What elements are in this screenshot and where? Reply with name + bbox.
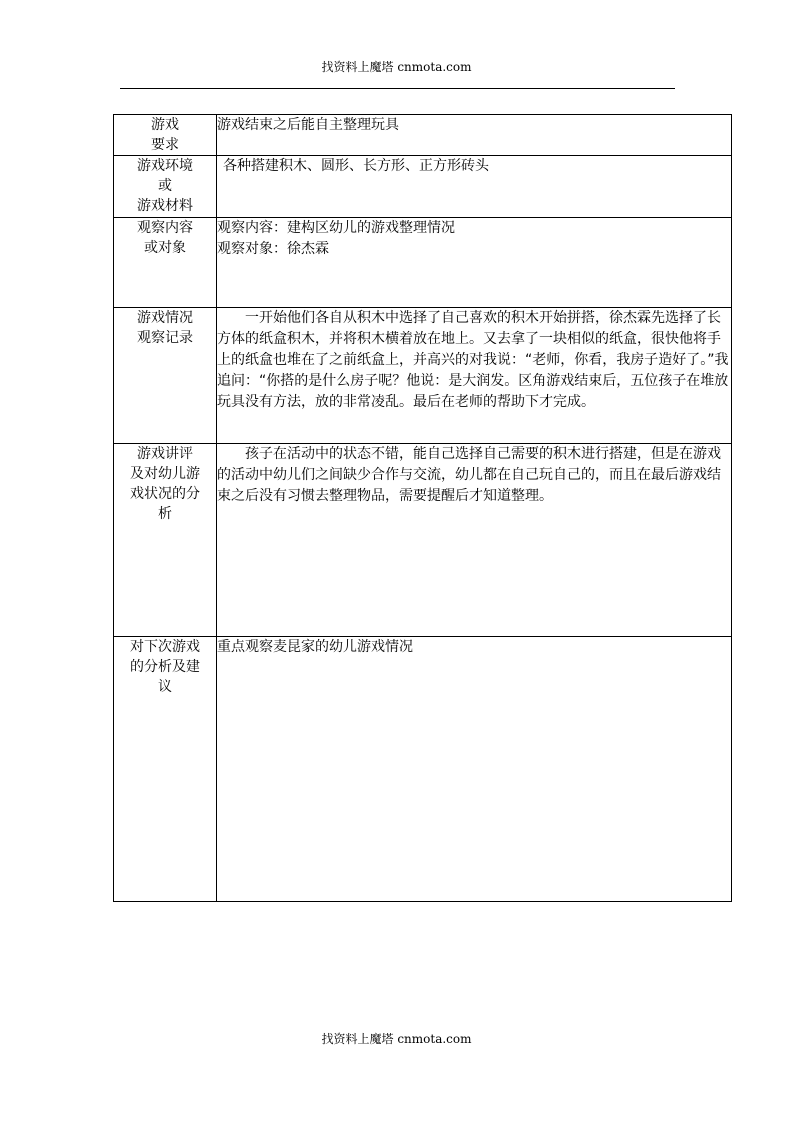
- table-row: [114, 637, 732, 902]
- row-content: [217, 218, 732, 308]
- row-content: 各种搭建积木、圆形、长方形、正方形砖头: [217, 156, 732, 218]
- row-label-text: 对下次游戏 的分析及建 议: [130, 639, 200, 695]
- row-content: 游戏结束之后能自主整理玩具: [217, 115, 732, 156]
- row-label: [114, 218, 217, 308]
- row-label: [114, 308, 217, 444]
- page-header: 找资料上魔塔 cnmota.com: [321, 60, 472, 74]
- table-row: [114, 156, 732, 218]
- row-label-text: 观察内容 或对象: [137, 220, 193, 256]
- table-row: [114, 308, 732, 444]
- table-row: [114, 444, 732, 637]
- row-content: 一开始他们各自从积木中选择了自己喜欢的积木开始拼搭，徐杰霖先选择了长方体的纸盒积木，并将积木横着放在地上。又去拿了一块相似的纸盒，很快他将手上的纸盒也堆在了之前纸盒上，并高兴的对我说：“老师，你看，我房子造好了。”我追问：“你搭的是什么房子呢？他说：是大润发。区角游戏结束后，五位孩子在堆放玩具没有方法，放的非常凌乱。最后在老师的帮助下才完成。: [217, 308, 732, 444]
- observation-target-line: 观察对象：徐杰霖: [217, 241, 329, 257]
- header-divider: [120, 88, 675, 89]
- observation-table: [113, 114, 732, 902]
- row-content: 重点观察麦昆家的幼儿游戏情况: [217, 637, 732, 902]
- row-label: [114, 444, 217, 637]
- observation-content-line: 观察内容：建构区幼儿的游戏整理情况: [217, 220, 455, 236]
- row-content: 孩子在活动中的状态不错，能自己选择自己需要的积木进行搭建，但是在游戏的活动中幼儿们之间缺少合作与交流，幼儿都在自己玩自己的，而且在最后游戏结束之后没有习惯去整理物品，需要提醒后才知道整理。: [217, 444, 732, 637]
- row-label-text: 游戏环境 或 游戏材料: [137, 158, 193, 214]
- row-label-text: 游戏 要求: [151, 117, 179, 153]
- row-label: [114, 156, 217, 218]
- page-footer: 找资料上魔塔 cnmota.com: [321, 1032, 472, 1046]
- table-row: [114, 115, 732, 156]
- row-label: [114, 637, 217, 902]
- row-label: [114, 115, 217, 156]
- row-label-text: 游戏情况 观察记录: [137, 310, 193, 346]
- table-row: [114, 218, 732, 308]
- row-label-text: 游戏讲评 及对幼儿游 戏状况的分 析: [130, 446, 200, 522]
